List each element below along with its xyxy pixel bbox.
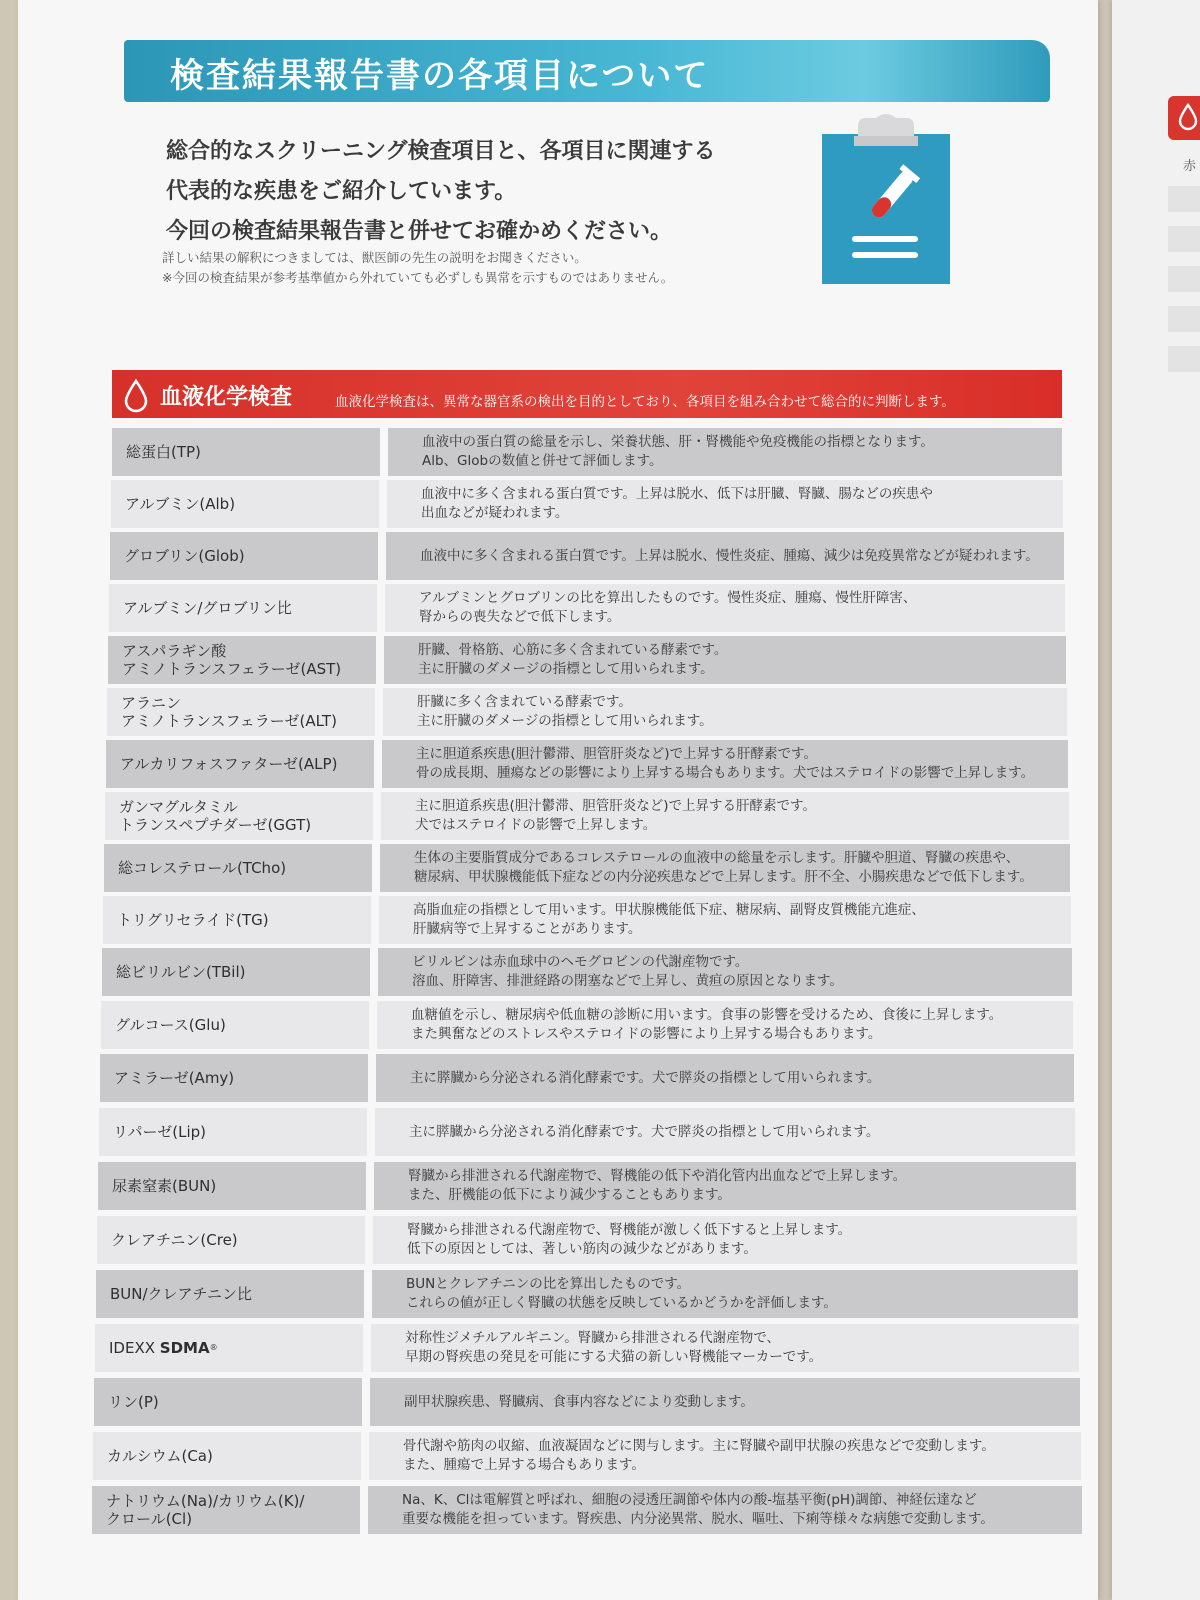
item-name: 尿素窒素(BUN) <box>98 1162 366 1210</box>
section-title: 血液化学検査 <box>160 385 293 410</box>
item-name: ガンマグルタミル トランスペプチダーゼ(GGT) <box>105 792 373 840</box>
item-name: BUN/クレアチニン比 <box>96 1270 364 1318</box>
item-name: アスパラギン酸 アミノトランスフェラーゼ(AST) <box>108 636 376 684</box>
item-description: Na、K、Clは電解質と呼ばれ、細胞の浸透圧調節や体内の酸-塩基平衡(pH)調節、神経伝達など 重要な機能を担っています。腎疾患、内分泌異常、脱水、嘔吐、下痢等様々な病態で変動します。 <box>368 1486 1082 1534</box>
sdma-product: SDMA <box>159 1339 210 1357</box>
item-name <box>95 1324 363 1372</box>
item-description: 副甲状腺疾患、腎臓病、食事内容などにより変動します。 <box>370 1378 1080 1426</box>
item-description: 血糖値を示し、糖尿病や低血糖の診断に用います。食事の影響を受けるため、食後に上昇します。 また興奮などのストレスやステロイドの影響により上昇する場合もあります。 <box>377 1001 1073 1049</box>
item-description: 血液中に多く含まれる蛋白質です。上昇は脱水、慢性炎症、腫瘍、減少は免疫異常などが疑われます。 <box>386 532 1064 580</box>
item-name: アミラーゼ(Amy) <box>100 1054 368 1102</box>
table-row <box>112 428 1062 476</box>
registered-mark: ® <box>209 1343 218 1352</box>
table-row <box>106 740 1068 788</box>
adjacent-page-cell <box>1168 226 1200 252</box>
blood-drop-icon <box>1178 103 1198 131</box>
intro-line: 代表的な疾患をご紹介しています。 <box>166 179 517 204</box>
adjacent-page-cell <box>1168 186 1200 212</box>
item-description: 対称性ジメチルアルギニン。腎臓から排泄される代謝産物で、 早期の腎疾患の発見を可能にする犬猫の新しい腎機能マーカーです。 <box>371 1324 1079 1372</box>
adjacent-page-cell <box>1168 346 1200 372</box>
table-row <box>93 1432 1081 1480</box>
item-description: 血液中の蛋白質の総量を示し、栄養状態、肝・腎機能や免疫機能の指標となります。 Alb、Globの数値と併せて評価します。 <box>388 428 1062 476</box>
table-row <box>111 480 1063 528</box>
item-name: グルコース(Glu) <box>101 1001 369 1049</box>
sdma-brand: IDEXX <box>109 1339 156 1357</box>
item-name: リン(P) <box>94 1378 362 1426</box>
item-name: アルブミン/グロブリン比 <box>109 584 377 632</box>
item-description: 血液中に多く含まれる蛋白質です。上昇は脱水、低下は肝臓、腎臓、腸などの疾患や 出血などが疑われます。 <box>387 480 1063 528</box>
table-row <box>109 584 1065 632</box>
adjacent-page-cell <box>1168 266 1200 292</box>
table-row <box>102 948 1072 996</box>
item-description: 腎臓から排泄される代謝産物で、腎機能の低下や消化管内出血などで上昇します。 また、肝機能の低下により減少することもあります。 <box>374 1162 1076 1210</box>
item-description: 腎臓から排泄される代謝産物で、腎機能が激しく低下すると上昇します。 低下の原因としては、著しい筋肉の減少などがあります。 <box>373 1216 1077 1264</box>
item-name: 総ビリルビン(TBil) <box>102 948 370 996</box>
table-row <box>107 688 1067 736</box>
item-name: トリグリセライド(TG) <box>103 896 371 944</box>
item-name: ナトリウム(Na)/カリウム(K)/ クロール(Cl) <box>92 1486 360 1534</box>
item-description: BUNとクレアチニンの比を算出したものです。 これらの値が正しく腎臓の状態を反映しているかどうかを評価します。 <box>372 1270 1078 1318</box>
item-name: カルシウム(Ca) <box>93 1432 361 1480</box>
table-row <box>108 636 1066 684</box>
table-row <box>98 1162 1076 1210</box>
table-row <box>105 792 1069 840</box>
clipboard-test-tube-icon <box>818 112 954 288</box>
intro-line: 総合的なスクリーニング検査項目と、各項目に関連する <box>166 139 716 164</box>
table-row <box>110 532 1064 580</box>
notes-text <box>162 248 673 288</box>
item-name: アルカリフォスファターゼ(ALP) <box>106 740 374 788</box>
page-title: 検査結果報告書の各項目について <box>170 56 710 96</box>
table-row <box>97 1216 1077 1264</box>
item-description: 主に胆道系疾患(胆汁鬱滞、胆管肝炎など)で上昇する肝酵素です。 骨の成長期、腫瘍などの影響により上昇する場合もあります。犬ではステロイドの影響で上昇します。 <box>382 740 1068 788</box>
table-row <box>92 1486 1082 1534</box>
table-row <box>94 1378 1080 1426</box>
table-row <box>101 1001 1073 1049</box>
note-line: 詳しい結果の解釈につきましては、獣医師の先生の説明をお聞きください。 <box>162 250 587 265</box>
table-row <box>100 1054 1074 1102</box>
blood-drop-icon <box>122 378 150 414</box>
section-description: 血液化学検査は、異常な器官系の検出を目的としており、各項目を組み合わせて総合的に判断します。 <box>335 394 955 410</box>
item-name: アラニン アミノトランスフェラーゼ(ALT) <box>107 688 375 736</box>
adjacent-page-text: 赤 <box>1183 159 1197 174</box>
item-description: 肝臓に多く含まれている酵素です。 主に肝臓のダメージの指標として用いられます。 <box>383 688 1067 736</box>
item-name: アルブミン(Alb) <box>111 480 379 528</box>
table-row <box>104 844 1070 892</box>
item-description: 生体の主要脂質成分であるコレステロールの血液中の総量を示します。肝臓や胆道、腎臓の疾患や、 糖尿病、甲状腺機能低下症などの内分泌疾患などで上昇します。肝不全、小腸疾患などで低下します。 <box>380 844 1070 892</box>
note-line: ※今回の検査結果が参考基準値から外れていても必ずしも異常を示すものではありません。 <box>162 270 674 285</box>
intro-text <box>166 132 716 252</box>
intro-line: 今回の検査結果報告書と併せてお確かめください。 <box>166 219 673 244</box>
table-row <box>95 1324 1079 1372</box>
item-name: 総蛋白(TP) <box>112 428 380 476</box>
item-name: リパーゼ(Lip) <box>99 1108 367 1156</box>
table-row <box>96 1270 1078 1318</box>
item-description: 主に膵臓から分泌される消化酵素です。犬で膵炎の指標として用いられます。 <box>375 1108 1075 1156</box>
item-description: 高脂血症の指標として用います。甲状腺機能低下症、糖尿病、副腎皮質機能亢進症、 肝臓病等で上昇することがあります。 <box>379 896 1071 944</box>
table-row <box>99 1108 1075 1156</box>
item-description: 主に胆道系疾患(胆汁鬱滞、胆管肝炎など)で上昇する肝酵素です。 犬ではステロイドの影響で上昇します。 <box>381 792 1069 840</box>
adjacent-page-cell <box>1168 306 1200 332</box>
item-description: 骨代謝や筋肉の収縮、血液凝固などに関与します。主に腎臓や副甲状腺の疾患などで変動します。 また、腫瘍で上昇する場合もあります。 <box>369 1432 1081 1480</box>
item-name: グロブリン(Glob) <box>110 532 378 580</box>
item-description: ビリルビンは赤血球中のヘモグロビンの代謝産物です。 溶血、肝障害、排泄経路の閉塞などで上昇し、黄疸の原因となります。 <box>378 948 1072 996</box>
item-description: 肝臓、骨格筋、心筋に多く含まれている酵素です。 主に肝臓のダメージの指標として用いられます。 <box>384 636 1066 684</box>
item-description: アルブミンとグロブリンの比を算出したものです。慢性炎症、腫瘍、慢性肝障害、 腎からの喪失などで低下します。 <box>385 584 1065 632</box>
item-description: 主に膵臓から分泌される消化酵素です。犬で膵炎の指標として用いられます。 <box>376 1054 1074 1102</box>
table-row <box>103 896 1071 944</box>
item-name: クレアチニン(Cre) <box>97 1216 365 1264</box>
item-name: 総コレステロール(TCho) <box>104 844 372 892</box>
